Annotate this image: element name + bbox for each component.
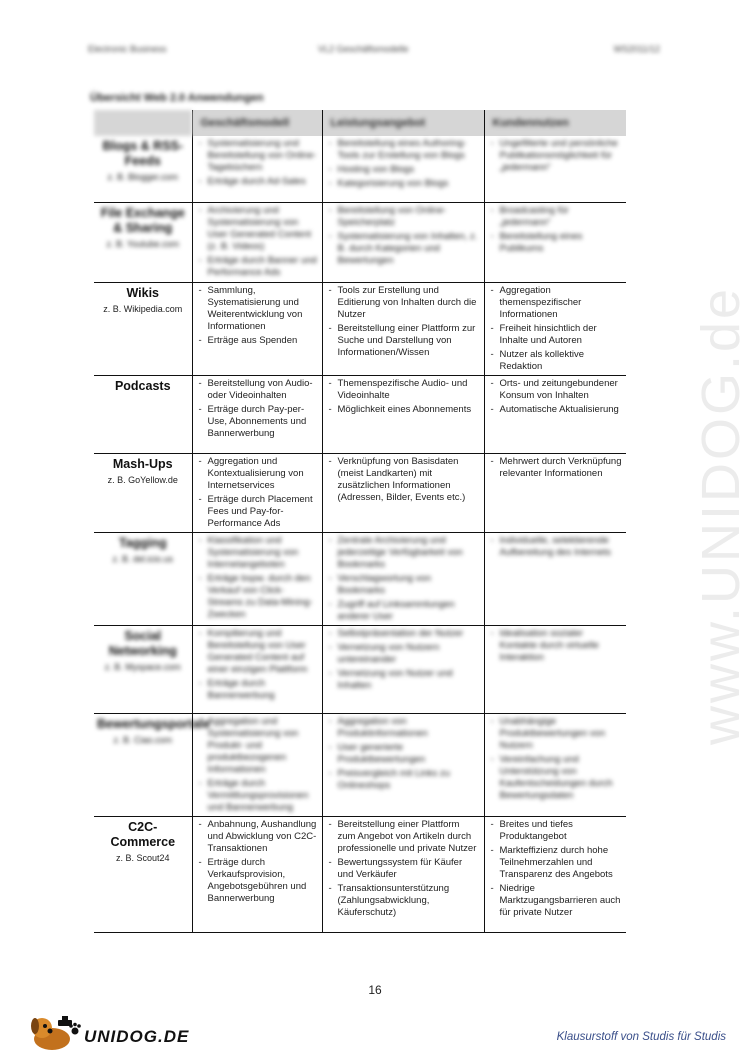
bullet-item: - Erträge durch Vermittlungsprovisionen und Bannerwerbung bbox=[198, 778, 318, 814]
bullet-list bbox=[328, 205, 480, 267]
footer-slogan: Klausurstoff von Studis für Studis bbox=[556, 1031, 726, 1043]
benefit-cell bbox=[484, 625, 626, 713]
header-course: Electronic Business bbox=[88, 44, 167, 54]
bullet-item: - Bereitstellung von Online-Speicherplatz bbox=[328, 205, 480, 229]
benefit-cell bbox=[484, 202, 626, 282]
table-row bbox=[94, 375, 626, 453]
bullet-list bbox=[198, 456, 318, 530]
bullet-item: - Mehrwert durch Verknüpfung relevanter Informationen bbox=[490, 456, 623, 480]
bullet-item: - Idealisation sozialer Kontakte durch virtuelle Interaktion bbox=[490, 628, 623, 664]
bullet-item: - Zugriff auf Linksammlungen anderer User bbox=[328, 599, 480, 623]
bullet-item: - Erträge durch Banner und Performance Ads bbox=[198, 255, 318, 279]
bullet-item: - Aggregation von Produktinformationen bbox=[328, 716, 480, 740]
benefit-cell bbox=[484, 282, 626, 375]
table-row bbox=[94, 136, 626, 202]
bullet-list bbox=[328, 628, 480, 692]
bullet-list bbox=[198, 819, 318, 905]
offering-cell bbox=[322, 625, 484, 713]
page-number: 16 bbox=[368, 983, 382, 997]
application-example: z. B. Ciao.com bbox=[113, 734, 173, 745]
business-model-cell bbox=[192, 282, 322, 375]
bullet-item: - Erträge durch Verkaufsprovision, Angebotsgebühren und Bannerwerbung bbox=[198, 857, 318, 905]
bullet-item: - Erträge durch Pay-per-Use, Abonnements und Bannerwerbung bbox=[198, 404, 318, 440]
overview-table bbox=[94, 110, 626, 933]
bullet-item: - Kategorisierung von Blogs bbox=[328, 178, 480, 190]
watermark: www.UNIDOG.de bbox=[691, 285, 751, 745]
bullet-item: - Erträge durch Ad-Sales bbox=[198, 176, 318, 188]
section-title: Übersicht Web 2.0 Anwendungen bbox=[90, 92, 264, 104]
offering-cell bbox=[322, 713, 484, 816]
bullet-item: - Hosting von Blogs bbox=[328, 164, 480, 176]
bullet-list bbox=[198, 138, 318, 188]
bullet-item: - Möglichkeit eines Abonnements bbox=[328, 404, 480, 416]
bullet-item: - Automatische Aktualisierung bbox=[490, 404, 623, 416]
bullet-item: - Ungefilterte und persönliche Publikationsmöglichkeit für „jedermann“ bbox=[490, 138, 623, 174]
business-model-cell bbox=[192, 136, 322, 202]
table-header-row bbox=[94, 110, 626, 136]
bullet-list bbox=[490, 138, 623, 174]
bullet-item: - Systematisierung und Bereitstellung von Online-Tagebüchern bbox=[198, 138, 318, 174]
offering-cell bbox=[322, 375, 484, 453]
bullet-item: - Nutzer als kollektive Redaktion bbox=[490, 349, 623, 373]
bullet-item: - Unabhängige Produktbewertungen von Nutzern bbox=[490, 716, 623, 752]
bullet-list bbox=[328, 716, 480, 792]
benefit-cell bbox=[484, 375, 626, 453]
table-row bbox=[94, 713, 626, 816]
bullet-item: - Vereinfachung und Unterstützung von Kaufentscheidungen durch Bewertungsdaten bbox=[490, 754, 623, 802]
benefit-cell bbox=[484, 136, 626, 202]
application-cell bbox=[94, 713, 211, 816]
bullet-list bbox=[198, 205, 318, 279]
page-header bbox=[88, 44, 660, 62]
bullet-list bbox=[328, 138, 480, 190]
bullet-list bbox=[490, 378, 623, 416]
header-semester: WS2011/12 bbox=[613, 44, 660, 54]
bullet-item: - Niedrige Marktzugangsbarrieren auch für private Nutzer bbox=[490, 883, 623, 919]
bullet-item: - Breites und tiefes Produktangebot bbox=[490, 819, 623, 843]
bullet-item: - Verschlagwortung von Bookmarks bbox=[328, 573, 480, 597]
application-name: Wikis bbox=[126, 285, 160, 300]
table-row bbox=[94, 453, 626, 532]
bullet-list bbox=[198, 378, 318, 440]
application-name: File Exchange & Sharing bbox=[100, 205, 185, 235]
bullet-item: - Freiheit hinsichtlich der Inhalte und Autoren bbox=[490, 323, 623, 347]
bullet-item: - Bereitstellung eines Publikums bbox=[490, 231, 623, 255]
application-name: Bewertungsportale bbox=[97, 716, 211, 731]
table-row bbox=[94, 532, 626, 625]
bullet-item: - Aggregation und Kontextualisierung von Internetservices bbox=[198, 456, 318, 492]
application-cell bbox=[94, 282, 192, 375]
bullet-list bbox=[490, 819, 623, 919]
bullet-item: - Anbahnung, Aushandlung und Abwicklung von C2C-Transaktionen bbox=[198, 819, 318, 855]
application-example: z. B. del.icio.us bbox=[112, 553, 174, 564]
bullet-item: - Erträge aus Spenden bbox=[198, 335, 318, 347]
application-cell bbox=[94, 816, 192, 932]
application-name: Mash-Ups bbox=[112, 456, 173, 471]
bullet-item: - Klassifikation und Systematisierung von Internetangeboten bbox=[198, 535, 318, 571]
application-cell bbox=[94, 625, 192, 713]
bullet-list bbox=[490, 285, 623, 373]
table-row bbox=[94, 202, 626, 282]
benefit-cell bbox=[484, 816, 626, 932]
bullet-item: - Bereitstellung einer Plattform zum Angebot von Artikeln durch professionelle und private Nutzer bbox=[328, 819, 480, 855]
business-model-cell bbox=[192, 202, 322, 282]
bullet-item: - Erträge bspw. durch den Verkauf von Click-Streams zu Data-Mining-Zwecken bbox=[198, 573, 318, 621]
bullet-list bbox=[198, 285, 318, 347]
bullet-item: - Systematisierung von Inhalten, z. B. durch Kategorien und Bewertungen bbox=[328, 231, 480, 267]
benefit-cell bbox=[484, 453, 626, 532]
logo-text: UNIDOG.DE bbox=[84, 1027, 190, 1046]
bullet-list bbox=[328, 456, 480, 504]
application-cell bbox=[94, 375, 192, 453]
bullet-item: - Bereitstellung von Audio- oder Videoinhalten bbox=[198, 378, 318, 402]
application-name: Podcasts bbox=[114, 378, 171, 393]
business-model-cell bbox=[192, 713, 322, 816]
bullet-list bbox=[198, 716, 318, 814]
bullet-item: - Sammlung, Systematisierung und Weiterentwicklung von Informationen bbox=[198, 285, 318, 333]
column-header-application bbox=[94, 110, 192, 136]
application-cell bbox=[94, 136, 192, 202]
bullet-item: - Markteffizienz durch hohe Teilnehmerzahlen und Transparenz des Angebots bbox=[490, 845, 623, 881]
bullet-item: - Bereitstellung eines Authoring-Tools zur Erstellung von Blogs bbox=[328, 138, 480, 162]
column-header-benefit: Kundennutzen bbox=[484, 110, 626, 136]
application-cell bbox=[94, 532, 192, 625]
offering-cell bbox=[322, 136, 484, 202]
benefit-cell bbox=[484, 713, 626, 816]
application-example: z. B. Scout24 bbox=[115, 852, 170, 863]
offering-cell bbox=[322, 453, 484, 532]
bullet-item: - Vernetzung von Nutzer und Inhalten bbox=[328, 668, 480, 692]
bullet-item: - Kompilierung und Bereitstellung von User Generated Content auf einer einzigen Plattform bbox=[198, 628, 318, 676]
application-name: C2C-Commerce bbox=[110, 819, 176, 849]
bullet-item: - Erträge durch Bannerwerbung bbox=[198, 678, 318, 702]
bullet-item: - Transaktionsunterstützung (Zahlungsabwicklung, Käuferschutz) bbox=[328, 883, 480, 919]
business-model-cell bbox=[192, 532, 322, 625]
header-lecture: VL2 Geschäftsmodelle bbox=[318, 44, 409, 54]
logo bbox=[26, 1012, 190, 1052]
application-example: z. B. GoYellow.de bbox=[107, 474, 178, 485]
bullet-item: - Archivierung und Systematisierung von User Generated Content (z. B. Videos) bbox=[198, 205, 318, 253]
bullet-item: - Erträge durch Placement Fees und Pay-for-Performance Ads bbox=[198, 494, 318, 530]
application-name: Tagging bbox=[118, 535, 167, 550]
bullet-item: - Broadcasting für „jedermann“ bbox=[490, 205, 623, 229]
bullet-list bbox=[198, 628, 318, 702]
business-model-cell bbox=[192, 375, 322, 453]
bullet-list bbox=[490, 716, 623, 802]
bullet-item: - Individuelle, selektierende Aufbereitung des Internets bbox=[490, 535, 623, 559]
business-model-cell bbox=[192, 625, 322, 713]
bullet-item: - Themenspezifische Audio- und Videoinhalte bbox=[328, 378, 480, 402]
bullet-list bbox=[490, 456, 623, 480]
bullet-item: - Orts- und zeitungebundener Konsum von Inhalten bbox=[490, 378, 623, 402]
table-row bbox=[94, 625, 626, 713]
bullet-item: - Vernetzung von Nutzern untereinander bbox=[328, 642, 480, 666]
application-example: z. B. Youtube.com bbox=[106, 238, 180, 249]
bullet-list bbox=[328, 285, 480, 359]
application-cell bbox=[94, 453, 192, 532]
bullet-item: - User generierte Produktbewertungen bbox=[328, 742, 480, 766]
application-example: z. B. Myspace.com bbox=[104, 661, 181, 672]
bullet-item: - Preisvergleich mit Links zu Onlineshops bbox=[328, 768, 480, 792]
bullet-list bbox=[328, 535, 480, 623]
bullet-item: - Aggregation themenspezifischer Informationen bbox=[490, 285, 623, 321]
bullet-list bbox=[490, 535, 623, 559]
bullet-list bbox=[490, 628, 623, 664]
column-header-offering: Leistungsangebot bbox=[322, 110, 484, 136]
bullet-item: - Bewertungssystem für Käufer und Verkäufer bbox=[328, 857, 480, 881]
application-example: z. B. Wikipedia.com bbox=[103, 303, 183, 314]
bullet-list bbox=[328, 819, 480, 919]
bullet-item: - Aggregation und Systematisierung von Produkt- und produktbezogenen Informationen bbox=[198, 716, 318, 776]
bullet-list bbox=[198, 535, 318, 621]
application-name: Blogs & RSS-Feeds bbox=[102, 139, 184, 168]
application-cell bbox=[94, 202, 192, 282]
table-body bbox=[94, 136, 626, 932]
bullet-item: - Tools zur Erstellung und Editierung von Inhalten durch die Nutzer bbox=[328, 285, 480, 321]
bullet-list bbox=[328, 378, 480, 416]
business-model-cell bbox=[192, 453, 322, 532]
table-row bbox=[94, 816, 626, 932]
benefit-cell bbox=[484, 532, 626, 625]
offering-cell bbox=[322, 816, 484, 932]
application-name: Social Networking bbox=[108, 628, 177, 658]
bullet-list bbox=[490, 205, 623, 255]
bullet-item: - Verknüpfung von Basisdaten (meist Landkarten) mit zusätzlichen Informationen (Adressen, Bilder, Events etc.) bbox=[328, 456, 480, 504]
bullet-item: - Zentrale Archivierung und jederzeitige Verfügbarkeit von Bookmarks bbox=[328, 535, 480, 571]
bullet-item: - Bereitstellung einer Plattform zur Suche und Darstellung von Informationen/Wissen bbox=[328, 323, 480, 359]
table-row bbox=[94, 282, 626, 375]
bullet-item: - Selbstpräsentation der Nutzer bbox=[328, 628, 480, 640]
offering-cell bbox=[322, 202, 484, 282]
offering-cell bbox=[322, 282, 484, 375]
business-model-cell bbox=[192, 816, 322, 932]
paw-icon bbox=[68, 1022, 82, 1036]
offering-cell bbox=[322, 532, 484, 625]
column-header-business-model: Geschäftsmodell bbox=[192, 110, 322, 136]
application-example: z. B. Blogger.com bbox=[107, 172, 179, 182]
